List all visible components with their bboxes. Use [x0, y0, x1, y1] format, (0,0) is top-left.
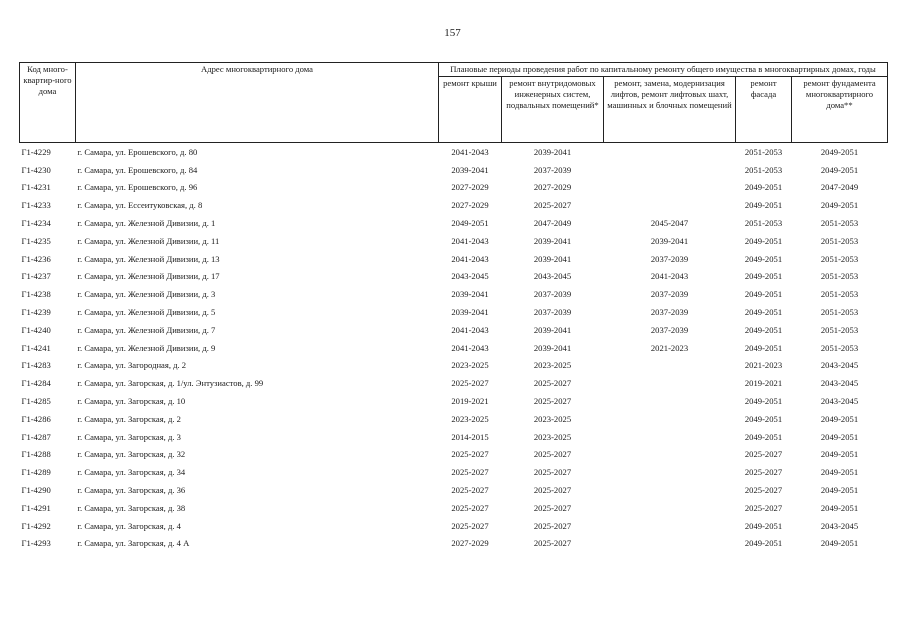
cell-foundation: 2051-2053 — [820, 253, 859, 264]
cell-code: Г1-4284 — [21, 378, 51, 389]
cell-elevators — [604, 179, 736, 197]
cell-elevators: 2021-2023 — [650, 342, 689, 353]
cell-address: г. Самара, ул. Железной Дивизии, д. 17 — [77, 271, 220, 282]
header-roof: ремонт крыши — [439, 77, 502, 143]
cell-code: Г1-4291 — [21, 502, 51, 513]
cell-address: г. Самара, ул. Ессеитуковская, д. 8 — [77, 200, 203, 211]
cell-roof: 2025-2027 — [451, 502, 489, 513]
cell-address: г. Самара, ул. Загорская, д. 3 — [77, 431, 181, 442]
cell-systems: 2023-2025 — [533, 413, 572, 424]
cell-address: г. Самара, ул. Железной Дивизии, д. 11 — [77, 235, 220, 246]
cell-code: Г1-4292 — [21, 520, 51, 531]
cell-elevators: 2037-2039 — [650, 324, 689, 335]
cell-code: Г1-4230 — [21, 164, 51, 175]
cell-systems: 2039-2041 — [533, 146, 572, 157]
cell-roof: 2041-2043 — [451, 342, 489, 353]
cell-roof: 2025-2027 — [451, 520, 489, 531]
cell-roof: 2023-2025 — [451, 413, 489, 424]
cell-elevators: 2037-2039 — [650, 289, 689, 300]
cell-roof: 2027-2029 — [451, 538, 489, 549]
cell-foundation: 2051-2053 — [820, 218, 859, 229]
cell-systems: 2037-2039 — [533, 307, 572, 318]
cell-address: г. Самара, ул. Железной Дивизии, д. 7 — [77, 324, 216, 335]
cell-code: Г1-4236 — [21, 253, 51, 264]
cell-roof: 2025-2027 — [451, 485, 489, 496]
cell-foundation: 2049-2051 — [820, 467, 859, 478]
table-row — [20, 232, 888, 250]
cell-address: г. Самара, ул. Загорская, д. 34 — [77, 467, 186, 478]
table-row — [20, 499, 888, 517]
cell-systems: 2023-2025 — [533, 431, 572, 442]
header-code: Код много-квартир-ного дома — [20, 63, 76, 143]
cell-elevators — [604, 392, 736, 410]
cell-roof: 2049-2051 — [451, 218, 489, 229]
cell-elevators — [604, 535, 736, 553]
header-periods-group: Плановые периоды проведения работ по капитальному ремонту общего имущества в многоквартирных домах, годы — [439, 63, 888, 77]
cell-foundation: 2049-2051 — [820, 449, 859, 460]
cell-address: г. Самара, ул. Ерошевского, д. 80 — [77, 146, 198, 157]
cell-address: г. Самара, ул. Загорская, д. 4 — [77, 520, 181, 531]
cell-elevators — [604, 481, 736, 499]
cell-roof: 2039-2041 — [451, 307, 489, 318]
cell-systems: 2039-2041 — [533, 253, 572, 264]
header-systems: ремонт внутридомовых инженерных систем, подвальных помещений* — [502, 77, 604, 143]
cell-address: г. Самара, ул. Загородная, д. 2 — [77, 360, 187, 371]
cell-code: Г1-4290 — [21, 485, 51, 496]
cell-facade: 2049-2051 — [744, 182, 783, 193]
cell-elevators — [604, 410, 736, 428]
table-body — [20, 143, 888, 553]
cell-code: Г1-4237 — [21, 271, 51, 282]
cell-systems: 2037-2039 — [533, 289, 572, 300]
header-facade: ремонт фасада — [736, 77, 792, 143]
cell-elevators — [604, 499, 736, 517]
cell-roof: 2025-2027 — [451, 467, 489, 478]
table-row — [20, 179, 888, 197]
cell-foundation: 2043-2045 — [820, 378, 859, 389]
cell-foundation: 2051-2053 — [820, 324, 859, 335]
cell-systems: 2039-2041 — [533, 324, 572, 335]
cell-facade: 2025-2027 — [744, 449, 783, 460]
table-row — [20, 374, 888, 392]
cell-code: Г1-4241 — [21, 342, 51, 353]
cell-address: г. Самара, ул. Загорская, д. 1/ул. Энтузиастов, д. 99 — [77, 378, 264, 389]
cell-code: Г1-4235 — [21, 235, 51, 246]
cell-address: г. Самара, ул. Загорская, д. 4 А — [77, 538, 190, 549]
cell-systems: 2025-2027 — [533, 449, 572, 460]
cell-code: Г1-4238 — [21, 289, 51, 300]
cell-code: Г1-4288 — [21, 449, 51, 460]
table-row — [20, 410, 888, 428]
cell-roof: 2041-2043 — [451, 324, 489, 335]
cell-foundation: 2043-2045 — [820, 520, 859, 531]
cell-facade: 2049-2051 — [744, 396, 783, 407]
cell-roof: 2019-2021 — [451, 396, 489, 407]
cell-facade: 2025-2027 — [744, 485, 783, 496]
table-row — [20, 214, 888, 232]
cell-code: Г1-4231 — [21, 182, 51, 193]
table-row — [20, 321, 888, 339]
table-row — [20, 303, 888, 321]
cell-systems: 2025-2027 — [533, 200, 572, 211]
cell-elevators — [604, 428, 736, 446]
cell-code: Г1-4285 — [21, 396, 51, 407]
cell-foundation: 2049-2051 — [820, 413, 859, 424]
cell-facade: 2049-2051 — [744, 413, 783, 424]
cell-elevators — [604, 374, 736, 392]
cell-elevators — [604, 517, 736, 535]
cell-address: г. Самара, ул. Загорская, д. 32 — [77, 449, 186, 460]
cell-address: г. Самара, ул. Ерошевского, д. 84 — [77, 164, 198, 175]
cell-roof: 2025-2027 — [451, 378, 489, 389]
cell-roof: 2043-2045 — [451, 271, 489, 282]
cell-foundation: 2051-2053 — [820, 235, 859, 246]
cell-facade: 2049-2051 — [744, 307, 783, 318]
cell-elevators: 2037-2039 — [650, 307, 689, 318]
cell-systems: 2025-2027 — [533, 538, 572, 549]
table-row — [20, 143, 888, 161]
cell-roof: 2041-2043 — [451, 146, 489, 157]
cell-systems: 2023-2025 — [533, 360, 572, 371]
cell-elevators — [604, 463, 736, 481]
cell-code: Г1-4286 — [21, 413, 51, 424]
cell-code: Г1-4289 — [21, 467, 51, 478]
cell-elevators: 2039-2041 — [650, 235, 689, 246]
cell-code: Г1-4234 — [21, 218, 51, 229]
cell-address: г. Самара, ул. Загорская, д. 10 — [77, 396, 186, 407]
cell-systems: 2025-2027 — [533, 378, 572, 389]
cell-roof: 2023-2025 — [451, 360, 489, 371]
cell-facade: 2049-2051 — [744, 520, 783, 531]
cell-roof: 2027-2029 — [451, 182, 489, 193]
cell-systems: 2039-2041 — [533, 342, 572, 353]
table-row — [20, 535, 888, 553]
cell-address: г. Самара, ул. Загорская, д. 38 — [77, 502, 186, 513]
table-row — [20, 357, 888, 375]
page-number: 157 — [444, 27, 461, 39]
cell-elevators — [604, 446, 736, 464]
cell-elevators — [604, 196, 736, 214]
table-row — [20, 481, 888, 499]
cell-facade: 2051-2053 — [744, 146, 783, 157]
cell-facade: 2049-2051 — [744, 342, 783, 353]
table-row — [20, 428, 888, 446]
table-row — [20, 250, 888, 268]
table-row — [20, 285, 888, 303]
cell-foundation: 2049-2051 — [820, 502, 859, 513]
cell-foundation: 2051-2053 — [820, 271, 859, 282]
cell-foundation: 2049-2051 — [820, 200, 859, 211]
cell-code: Г1-4287 — [21, 431, 51, 442]
cell-address: г. Самара, ул. Железной Дивизии, д. 5 — [77, 307, 216, 318]
cell-systems: 2037-2039 — [533, 164, 572, 175]
table-row — [20, 446, 888, 464]
cell-foundation: 2049-2051 — [820, 146, 859, 157]
cell-code: Г1-4283 — [21, 360, 51, 371]
cell-roof: 2025-2027 — [451, 449, 489, 460]
cell-facade: 2049-2051 — [744, 538, 783, 549]
cell-foundation: 2051-2053 — [820, 342, 859, 353]
cell-foundation: 2043-2045 — [820, 396, 859, 407]
cell-address: г. Самара, ул. Железной Дивизии, д. 1 — [77, 218, 216, 229]
cell-systems: 2043-2045 — [533, 271, 572, 282]
cell-facade: 2051-2053 — [744, 218, 783, 229]
cell-code: Г1-4240 — [21, 324, 51, 335]
table-header — [20, 63, 888, 143]
cell-facade: 2049-2051 — [744, 271, 783, 282]
cell-facade: 2019-2021 — [744, 378, 783, 389]
cell-roof: 2027-2029 — [451, 200, 489, 211]
cell-code: Г1-4239 — [21, 307, 51, 318]
cell-foundation: 2043-2045 — [820, 360, 859, 371]
table-row — [20, 463, 888, 481]
cell-facade: 2049-2051 — [744, 200, 783, 211]
cell-code: Г1-4293 — [21, 538, 51, 549]
cell-address: г. Самара, ул. Железной Дивизии, д. 13 — [77, 253, 220, 264]
cell-facade: 2021-2023 — [744, 360, 783, 371]
header-elevators: ремонт, замена, модернизация лифтов, ремонт лифтовых шахт, машинных и блочных помещений — [604, 77, 736, 143]
cell-code: Г1-4229 — [21, 146, 51, 157]
cell-roof: 2039-2041 — [451, 164, 489, 175]
cell-elevators: 2037-2039 — [650, 253, 689, 264]
cell-elevators — [604, 161, 736, 179]
cell-facade: 2049-2051 — [744, 289, 783, 300]
cell-facade: 2051-2053 — [744, 164, 783, 175]
table-row — [20, 161, 888, 179]
cell-address: г. Самара, ул. Загорская, д. 36 — [77, 485, 186, 496]
cell-foundation: 2049-2051 — [820, 485, 859, 496]
cell-facade: 2025-2027 — [744, 467, 783, 478]
cell-roof: 2014-2015 — [451, 431, 489, 442]
cell-address: г. Самара, ул. Железной Дивизии, д. 3 — [77, 289, 216, 300]
cell-facade: 2049-2051 — [744, 253, 783, 264]
cell-address: г. Самара, ул. Ерошевского, д. 96 — [77, 182, 198, 193]
cell-systems: 2039-2041 — [533, 235, 572, 246]
cell-elevators: 2045-2047 — [650, 218, 689, 229]
cell-systems: 2025-2027 — [533, 485, 572, 496]
cell-systems: 2025-2027 — [533, 502, 572, 513]
cell-foundation: 2051-2053 — [820, 307, 859, 318]
cell-systems: 2047-2049 — [533, 218, 572, 229]
cell-roof: 2039-2041 — [451, 289, 489, 300]
cell-address: г. Самара, ул. Железной Дивизии, д. 9 — [77, 342, 216, 353]
cell-facade: 2049-2051 — [744, 235, 783, 246]
cell-roof: 2041-2043 — [451, 253, 489, 264]
header-address: Адрес многоквартирного дома — [76, 63, 439, 143]
cell-systems: 2025-2027 — [533, 467, 572, 478]
cell-facade: 2049-2051 — [744, 324, 783, 335]
table-row — [20, 268, 888, 286]
table-row — [20, 339, 888, 357]
cell-elevators: 2041-2043 — [650, 271, 689, 282]
cell-foundation: 2051-2053 — [820, 289, 859, 300]
cell-foundation: 2047-2049 — [820, 182, 859, 193]
cell-elevators — [604, 357, 736, 375]
cell-elevators — [604, 143, 736, 161]
cell-address: г. Самара, ул. Загорская, д. 2 — [77, 413, 181, 424]
cell-code: Г1-4233 — [21, 200, 51, 211]
table-row — [20, 392, 888, 410]
cell-foundation: 2049-2051 — [820, 164, 859, 175]
header-foundation: ремонт фундамента многоквартирного дома** — [792, 77, 888, 143]
cell-systems: 2025-2027 — [533, 520, 572, 531]
cell-systems: 2027-2029 — [533, 182, 572, 193]
cell-foundation: 2049-2051 — [820, 538, 859, 549]
cell-foundation: 2049-2051 — [820, 431, 859, 442]
table-row — [20, 196, 888, 214]
cell-roof: 2041-2043 — [451, 235, 489, 246]
cell-facade: 2049-2051 — [744, 431, 783, 442]
table-row — [20, 517, 888, 535]
cell-systems: 2025-2027 — [533, 396, 572, 407]
cell-facade: 2025-2027 — [744, 502, 783, 513]
capital-repair-table — [19, 62, 888, 552]
